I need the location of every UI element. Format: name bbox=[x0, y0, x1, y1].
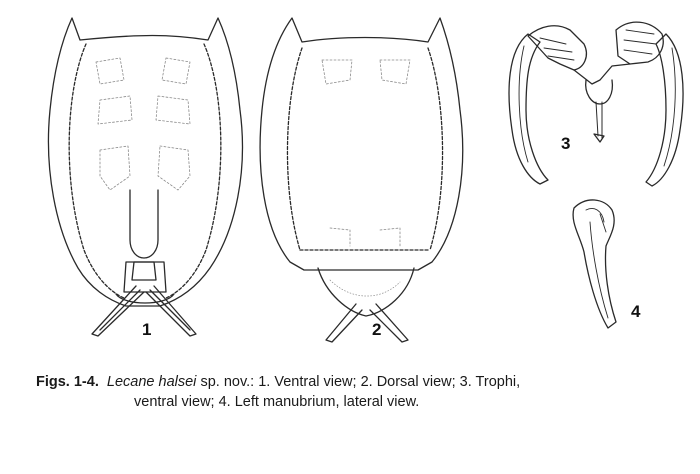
caption-taxon: Lecane halsei bbox=[106, 374, 197, 390]
figure-label-2: 2 bbox=[372, 320, 382, 339]
figure-label-1: 1 bbox=[142, 320, 152, 339]
caption-lead: Figs. 1-4. bbox=[36, 374, 99, 390]
ventral-view-drawing bbox=[48, 18, 242, 336]
figure-label-3: 3 bbox=[561, 134, 571, 153]
caption-line2: ventral view; 4. Left manubrium, lateral view. bbox=[134, 394, 420, 410]
trophi-drawing bbox=[509, 22, 683, 186]
left-manubrium-drawing bbox=[573, 200, 616, 328]
dorsal-view-drawing bbox=[260, 18, 463, 342]
figure-label-4: 4 bbox=[631, 302, 641, 321]
caption-line1-rest: sp. nov.: 1. Ventral view; 2. Dorsal view; 3. Trophi, bbox=[196, 374, 521, 390]
figure-caption bbox=[36, 372, 656, 412]
